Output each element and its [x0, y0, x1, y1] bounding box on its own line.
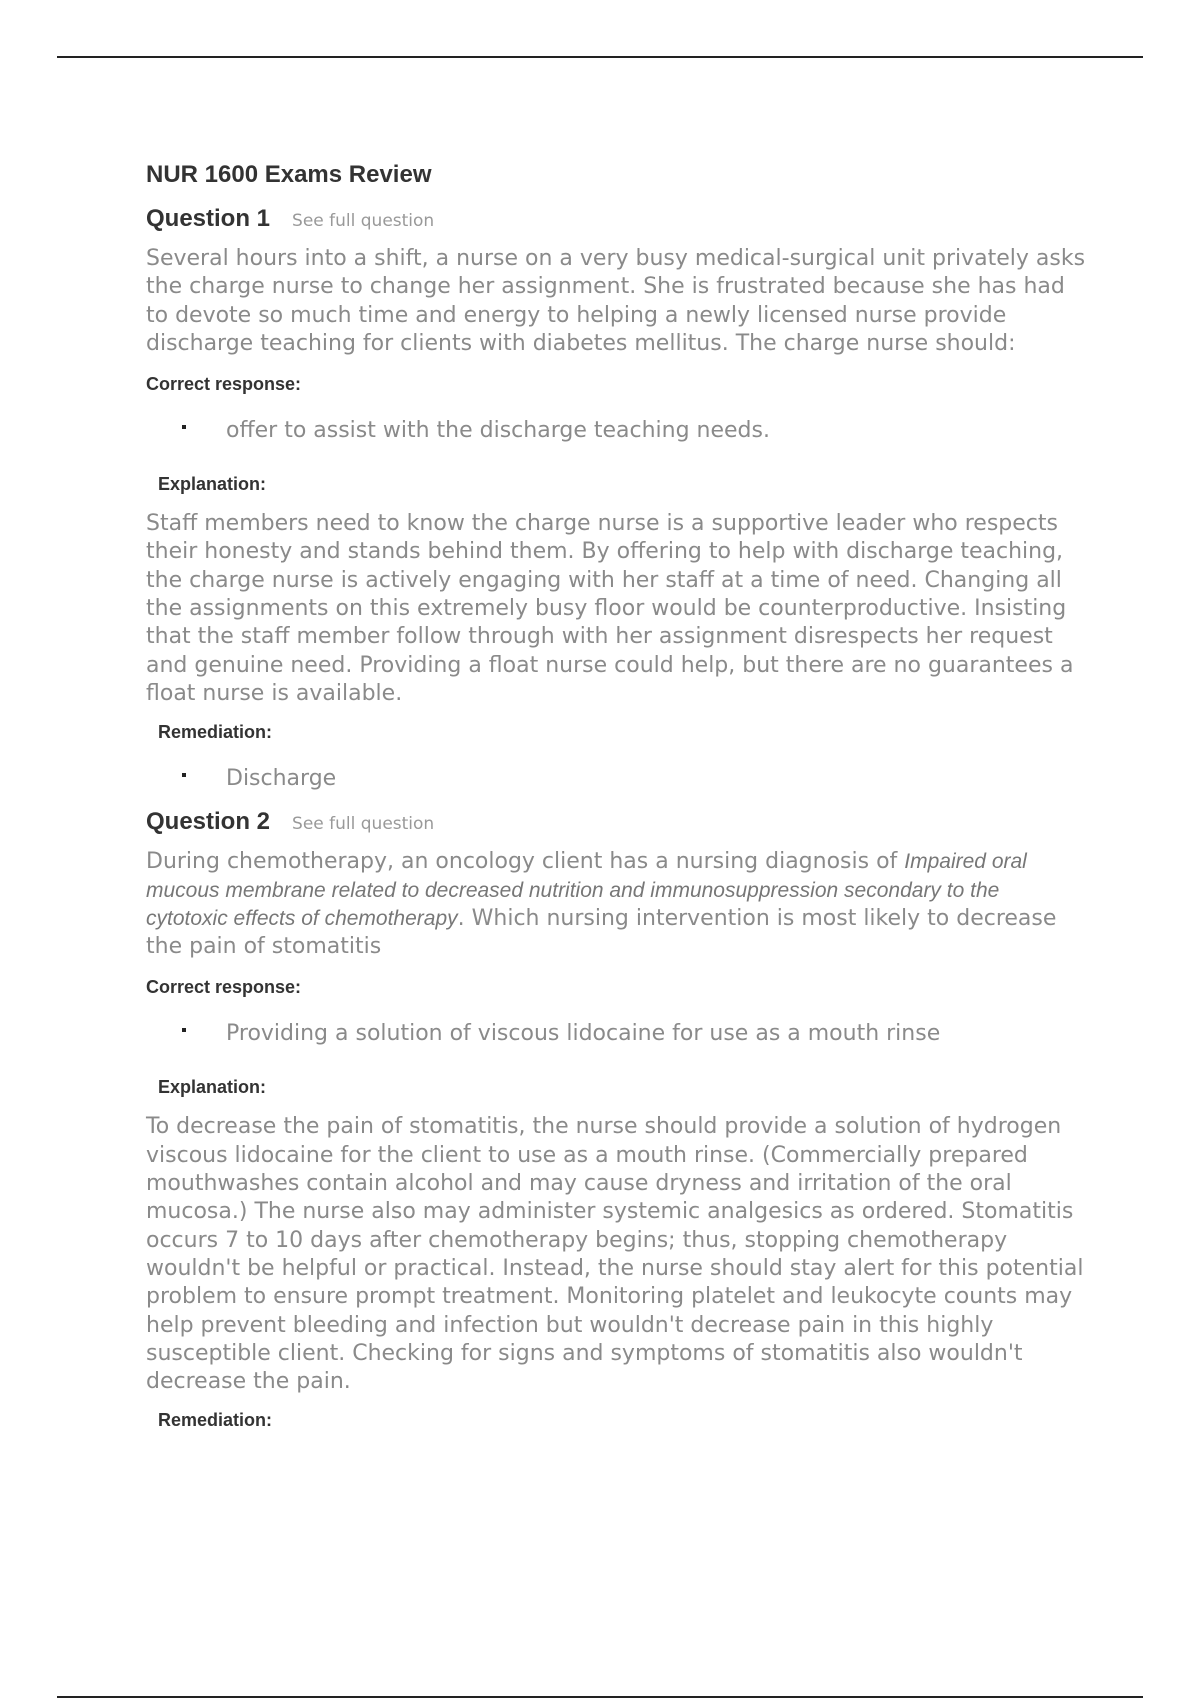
- remediation-label: Remediation:: [158, 1410, 273, 1431]
- explanation-text: To decrease the pain of stomatitis, the nurse should provide a solution of hydrogen viscous lidocaine for the client to use as a mouth rinse. (Commercially prepared mouthwashes contain alcohol and may cause dryness and irritation of the oral mucosa.) The nurse also may administer systemic analgesics as ordered. Stomatitis occurs 7 to 10 days after chemotherapy begins; thus, stopping chemotherapy wouldn't be helpful or practical. Instead, the nurse should stay alert for this potential problem to ensure prompt treatment. Monitoring platelet and leukocyte counts may help prevent bleeding and infection but wouldn't decrease pain in this highly susceptible client. Checking for signs and symptoms of stomatitis also wouldn't decrease the pain.: [146, 1114, 1084, 1395]
- correct-response-label: Correct response:: [146, 977, 302, 998]
- correct-answer-item: [146, 1019, 1086, 1049]
- question-title: Question 1: [146, 205, 271, 232]
- remediation-label: Remediation:: [158, 722, 273, 743]
- explanation-text: Staff members need to know the charge nurse is a supportive leader who respects their honesty and stands behind them. By offering to help with discharge teaching, the charge nurse is actively engaging with her staff at a time of need. Changing all the assignments on this extremely busy floor would be counterproductive. Insisting that the staff member follow through with her assignment disrespects her request and genuine need. Providing a float nurse could help, but there are no guarantees a float nurse is available.: [146, 511, 1074, 706]
- remediation-item: [146, 764, 1086, 794]
- document-body: [146, 157, 1086, 1432]
- question-heading: [146, 201, 1086, 239]
- document-title: NUR 1600 Exams Review: [146, 161, 432, 188]
- question-heading: [146, 804, 1086, 842]
- bullet-icon: [182, 1028, 186, 1032]
- see-full-question-link[interactable]: See full question: [292, 814, 435, 835]
- question-block: [146, 201, 1086, 794]
- question-stem-prefix: During chemotherapy, an oncology client has a nursing diagnosis of: [146, 849, 898, 875]
- see-full-question-link[interactable]: See full question: [292, 211, 435, 231]
- top-rule: [57, 56, 1143, 58]
- question-stem: [146, 848, 1086, 961]
- remediation-text: Discharge: [226, 766, 337, 792]
- nursing-diagnosis-text: Impaired oral mucous membrane related to decreased nutrition and immunosuppression secondary to the cytotoxic effects of chemotherapy: [146, 850, 1027, 930]
- correct-answer-text: offer to assist with the discharge teaching needs.: [226, 418, 770, 444]
- bottom-rule: [57, 1696, 1143, 1698]
- question-block: [146, 804, 1086, 1432]
- question-title: Question 2: [146, 808, 271, 836]
- bullet-icon: [182, 425, 186, 429]
- bullet-icon: [182, 773, 186, 777]
- explanation-label: Explanation:: [158, 1077, 267, 1098]
- correct-answer-item: [146, 416, 1086, 446]
- correct-response-label: Correct response:: [146, 374, 302, 395]
- explanation-label: Explanation:: [158, 474, 267, 495]
- question-stem-suffix: . Which nursing intervention is most likely to decrease the pain of stomatitis: [146, 905, 1057, 960]
- question-stem: Several hours into a shift, a nurse on a very busy medical-surgical unit privately asks the charge nurse to change her assignment. She is frustrated because she has had to devote so much time and energy to helping a newly licensed nurse provide discharge teaching for clients with diabetes mellitus. The charge nurse should:: [146, 246, 1086, 356]
- correct-answer-text: Providing a solution of viscous lidocaine for use as a mouth rinse: [226, 1021, 941, 1047]
